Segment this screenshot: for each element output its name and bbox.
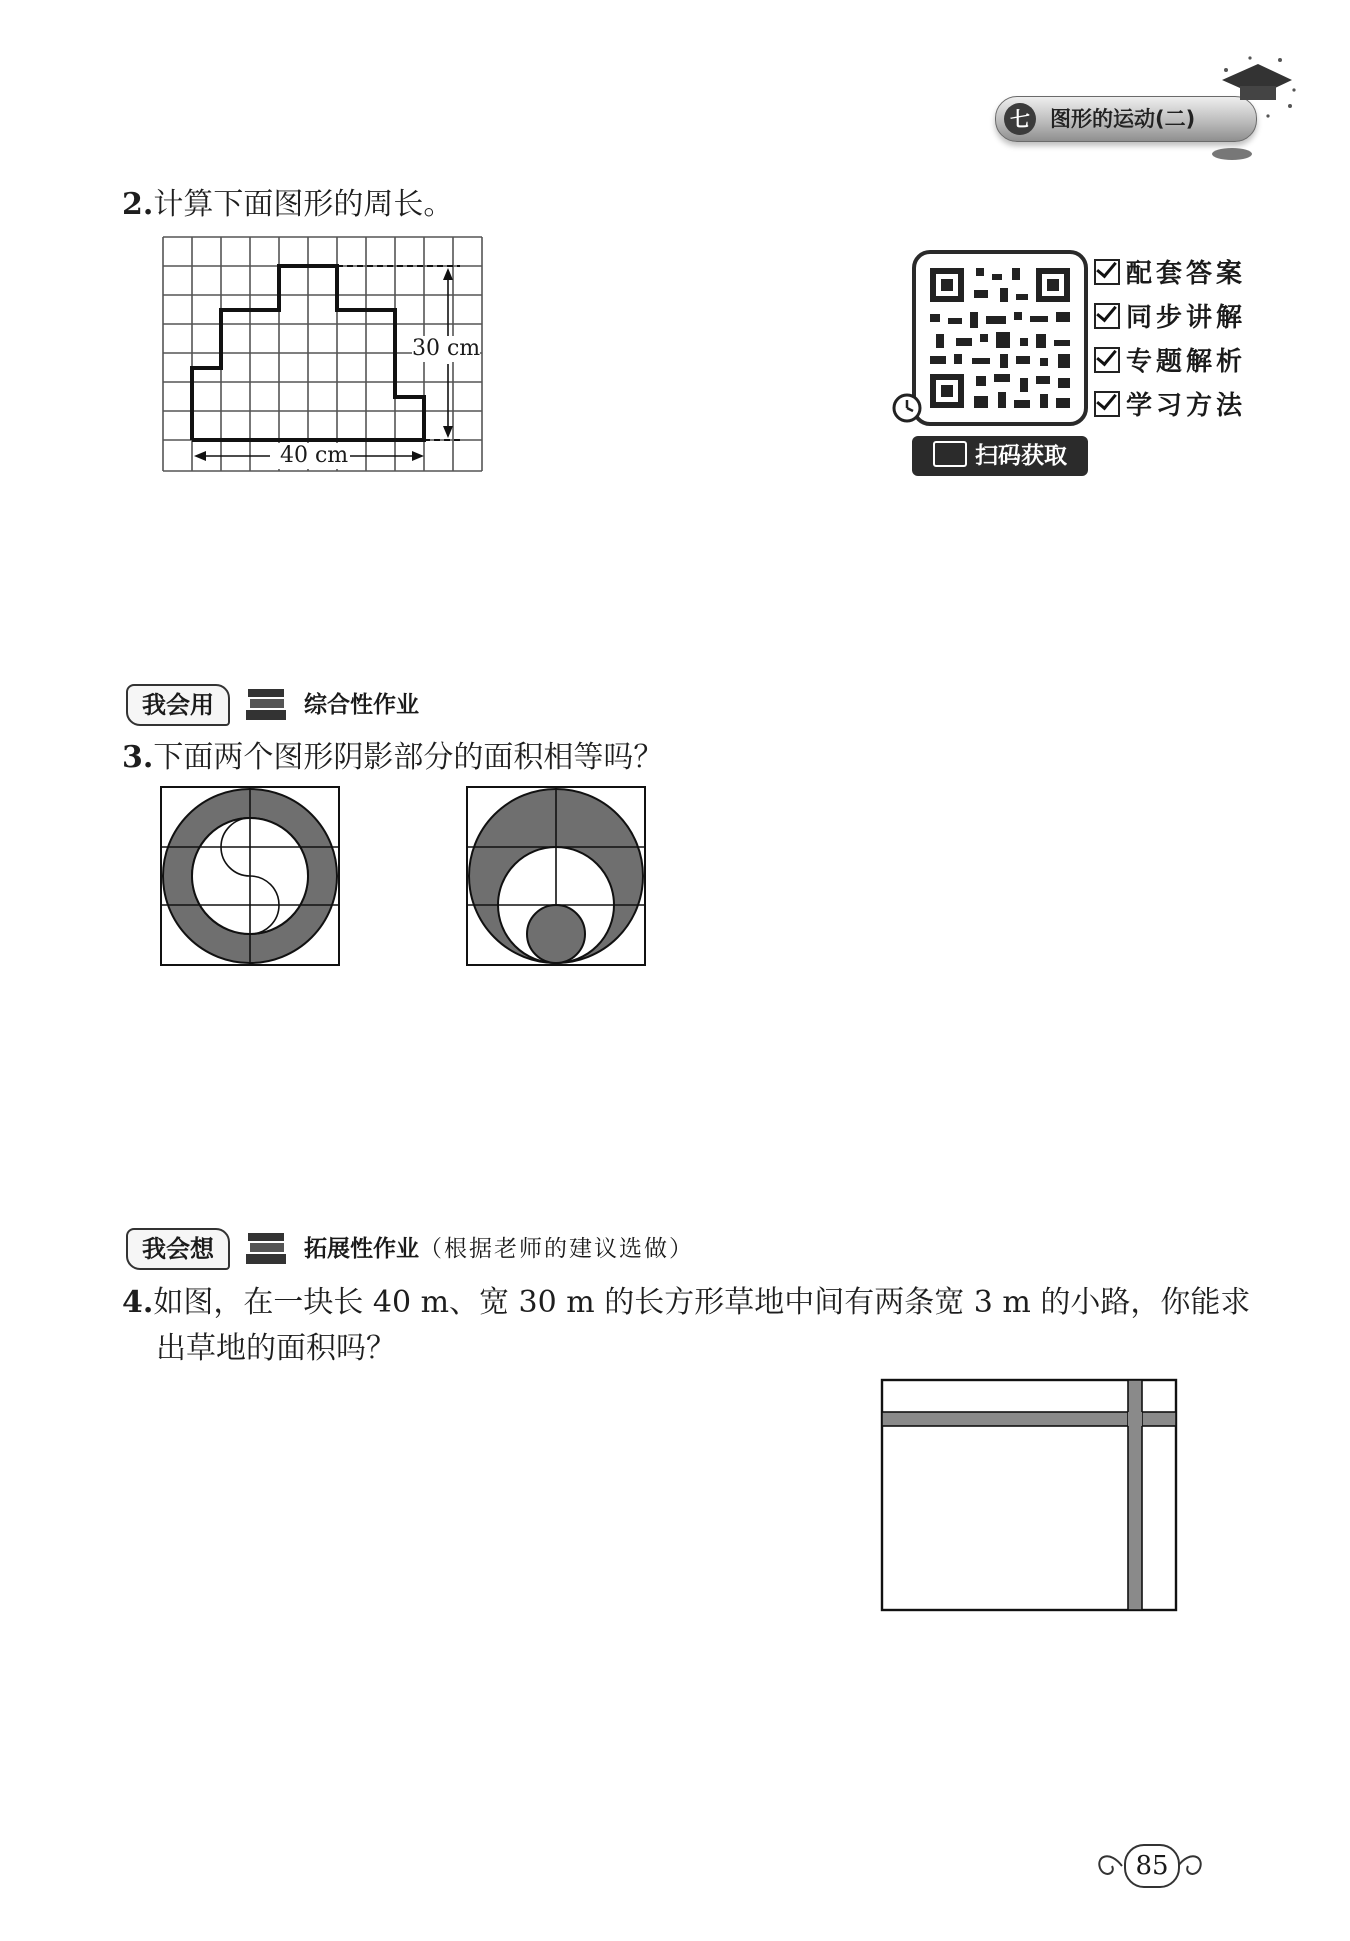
qr-code-frame[interactable] — [912, 250, 1088, 426]
section-header-think — [126, 1228, 766, 1272]
qr-scan-banner[interactable] — [912, 436, 1088, 476]
section-note: （根据老师的建议选做） — [419, 1236, 694, 1262]
chapter-number: 七 — [1004, 103, 1036, 135]
qr-code-icon — [916, 254, 1084, 422]
section-type: 拓展性作业（根据老师的建议选做） — [304, 1236, 694, 1262]
q3-figure-left — [160, 786, 342, 968]
qr-feature-list — [1094, 252, 1246, 428]
qr-banner-label: 扫码获取 — [975, 443, 1067, 469]
checkbox-icon — [1094, 347, 1120, 373]
question-text: 下面两个图形阴影部分的面积相等吗？ — [153, 740, 664, 775]
books-icon — [242, 686, 290, 726]
q3-figure-right — [466, 786, 648, 968]
height-dimension-label: 30 cm — [412, 336, 481, 361]
question-text: 计算下面图形的周长。 — [153, 187, 454, 222]
checkbox-icon — [1094, 303, 1120, 329]
section-type: 综合性作业 — [304, 692, 419, 718]
qr-feature-item: 专题解析 — [1094, 340, 1246, 384]
page-number: 85 — [1124, 1844, 1180, 1888]
books-icon — [242, 1230, 290, 1270]
question-2 — [122, 182, 453, 228]
question-number: 4. — [122, 1285, 154, 1320]
question-4-line-1 — [122, 1280, 1250, 1326]
qr-feature-item: 同步讲解 — [1094, 296, 1246, 340]
page-number-badge — [1092, 1840, 1208, 1888]
book-icon — [933, 441, 967, 467]
section-header-apply — [126, 684, 526, 728]
question-number: 2. — [122, 187, 154, 222]
question-text: 如图，在一块长 40 m、宽 30 m 的长方形草地中间有两条宽 3 m 的小路，你能求 — [153, 1285, 1251, 1320]
qr-feature-item: 配套答案 — [1094, 252, 1246, 296]
question-4-line-2: 出草地的面积吗？ — [156, 1331, 396, 1366]
checkbox-icon — [1094, 391, 1120, 417]
section-tab: 我会用 — [126, 684, 230, 726]
checkbox-icon — [1094, 259, 1120, 285]
width-dimension-label: 40 cm — [280, 443, 349, 468]
question-number: 3. — [122, 740, 154, 775]
chapter-title: 图形的运动(二) — [1050, 107, 1196, 131]
mortarboard-decoration-icon — [1210, 50, 1300, 170]
qr-feature-item: 学习方法 — [1094, 384, 1246, 428]
q4-lawn-figure — [880, 1378, 1180, 1614]
question-3 — [122, 735, 663, 781]
section-tab: 我会想 — [126, 1228, 230, 1270]
alarm-clock-icon — [890, 390, 924, 424]
